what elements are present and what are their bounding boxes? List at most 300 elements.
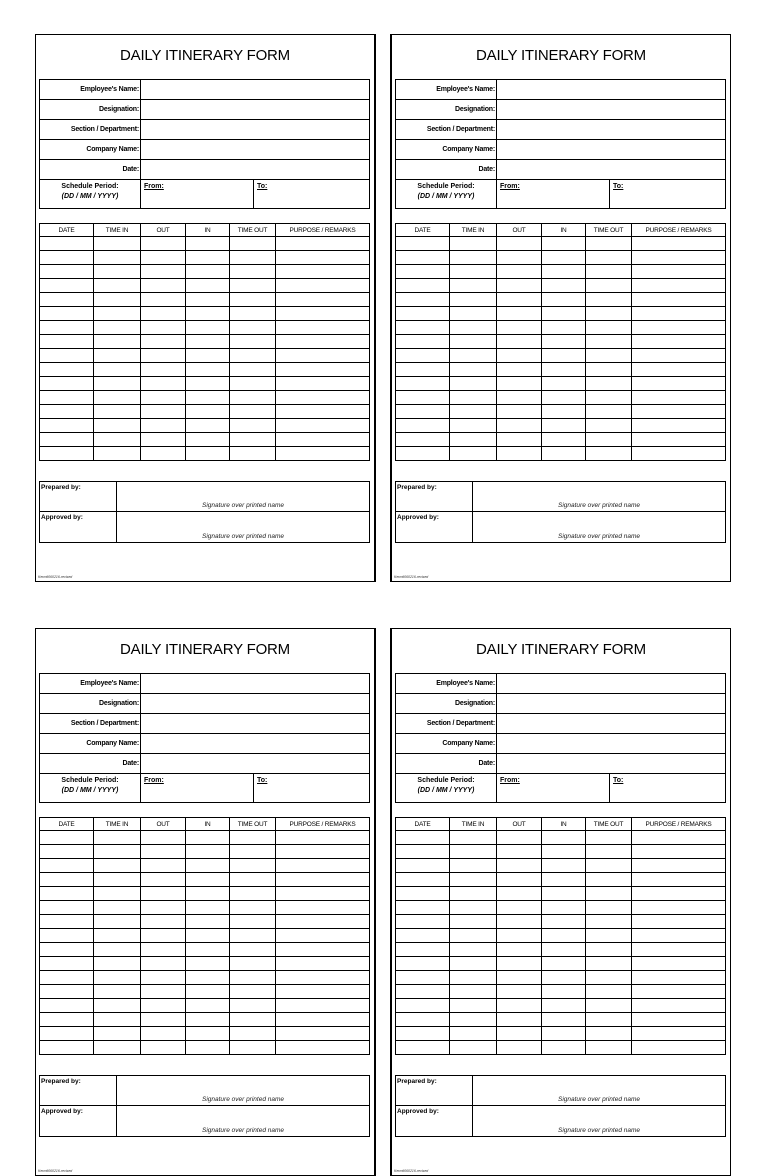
time-log-cell[interactable]: [497, 363, 542, 377]
time-log-cell[interactable]: [586, 957, 632, 971]
time-log-cell[interactable]: [141, 419, 186, 433]
time-log-cell[interactable]: [40, 335, 94, 349]
time-log-cell[interactable]: [497, 873, 542, 887]
time-log-cell[interactable]: [141, 999, 186, 1013]
time-log-cell[interactable]: [186, 405, 230, 419]
time-log-cell[interactable]: [542, 447, 586, 461]
time-log-cell[interactable]: [276, 915, 370, 929]
time-log-cell[interactable]: [497, 307, 542, 321]
time-log-cell[interactable]: [276, 321, 370, 335]
employee-name-field[interactable]: [497, 80, 726, 100]
time-log-cell[interactable]: [186, 433, 230, 447]
time-log-cell[interactable]: [632, 901, 726, 915]
time-log-cell[interactable]: [186, 363, 230, 377]
time-log-cell[interactable]: [450, 363, 497, 377]
time-log-cell[interactable]: [186, 251, 230, 265]
employee-name-field[interactable]: [497, 674, 726, 694]
time-log-cell[interactable]: [141, 929, 186, 943]
time-log-cell[interactable]: [542, 265, 586, 279]
time-log-cell[interactable]: [632, 349, 726, 363]
time-log-cell[interactable]: [497, 859, 542, 873]
time-log-cell[interactable]: [230, 321, 276, 335]
time-log-cell[interactable]: [632, 419, 726, 433]
time-log-cell[interactable]: [94, 831, 141, 845]
time-log-cell[interactable]: [586, 859, 632, 873]
time-log-cell[interactable]: [40, 957, 94, 971]
time-log-cell[interactable]: [632, 985, 726, 999]
time-log-cell[interactable]: [230, 251, 276, 265]
time-log-cell[interactable]: [40, 845, 94, 859]
time-log-cell[interactable]: [40, 321, 94, 335]
time-log-cell[interactable]: [276, 265, 370, 279]
time-log-cell[interactable]: [230, 349, 276, 363]
time-log-cell[interactable]: [94, 901, 141, 915]
time-log-cell[interactable]: [586, 391, 632, 405]
time-log-cell[interactable]: [542, 237, 586, 251]
time-log-cell[interactable]: [450, 433, 497, 447]
time-log-cell[interactable]: [632, 943, 726, 957]
time-log-cell[interactable]: [497, 985, 542, 999]
time-log-cell[interactable]: [396, 985, 450, 999]
time-log-cell[interactable]: [396, 237, 450, 251]
time-log-cell[interactable]: [230, 447, 276, 461]
time-log-cell[interactable]: [40, 447, 94, 461]
time-log-cell[interactable]: [497, 845, 542, 859]
time-log-cell[interactable]: [230, 307, 276, 321]
time-log-cell[interactable]: [94, 279, 141, 293]
time-log-cell[interactable]: [141, 859, 186, 873]
time-log-cell[interactable]: [141, 901, 186, 915]
approved-by-signature-field[interactable]: [117, 512, 370, 543]
time-log-cell[interactable]: [186, 845, 230, 859]
time-log-cell[interactable]: [632, 1013, 726, 1027]
time-log-cell[interactable]: [497, 419, 542, 433]
time-log-cell[interactable]: [396, 391, 450, 405]
time-log-cell[interactable]: [632, 971, 726, 985]
time-log-cell[interactable]: [230, 265, 276, 279]
time-log-cell[interactable]: [632, 433, 726, 447]
time-log-cell[interactable]: [497, 335, 542, 349]
time-log-cell[interactable]: [276, 985, 370, 999]
time-log-cell[interactable]: [276, 307, 370, 321]
time-log-cell[interactable]: [230, 957, 276, 971]
time-log-cell[interactable]: [450, 915, 497, 929]
time-log-cell[interactable]: [396, 943, 450, 957]
time-log-cell[interactable]: [396, 1013, 450, 1027]
time-log-cell[interactable]: [632, 293, 726, 307]
time-log-cell[interactable]: [542, 929, 586, 943]
time-log-cell[interactable]: [586, 985, 632, 999]
time-log-cell[interactable]: [276, 419, 370, 433]
time-log-cell[interactable]: [141, 237, 186, 251]
time-log-cell[interactable]: [586, 873, 632, 887]
time-log-cell[interactable]: [94, 929, 141, 943]
time-log-cell[interactable]: [230, 915, 276, 929]
time-log-cell[interactable]: [230, 845, 276, 859]
time-log-cell[interactable]: [40, 433, 94, 447]
time-log-cell[interactable]: [542, 1041, 586, 1055]
time-log-cell[interactable]: [94, 915, 141, 929]
time-log-cell[interactable]: [632, 873, 726, 887]
section-department-field[interactable]: [141, 714, 370, 734]
time-log-cell[interactable]: [230, 335, 276, 349]
time-log-cell[interactable]: [396, 293, 450, 307]
time-log-cell[interactable]: [141, 1027, 186, 1041]
time-log-cell[interactable]: [186, 887, 230, 901]
time-log-cell[interactable]: [450, 831, 497, 845]
company-name-field[interactable]: [141, 140, 370, 160]
time-log-cell[interactable]: [450, 1013, 497, 1027]
designation-field[interactable]: [141, 100, 370, 120]
time-log-cell[interactable]: [94, 985, 141, 999]
time-log-cell[interactable]: [450, 405, 497, 419]
time-log-cell[interactable]: [542, 433, 586, 447]
time-log-cell[interactable]: [94, 405, 141, 419]
time-log-cell[interactable]: [586, 845, 632, 859]
company-name-field[interactable]: [141, 734, 370, 754]
time-log-cell[interactable]: [450, 293, 497, 307]
time-log-cell[interactable]: [276, 433, 370, 447]
time-log-cell[interactable]: [40, 971, 94, 985]
time-log-cell[interactable]: [141, 251, 186, 265]
time-log-cell[interactable]: [450, 957, 497, 971]
time-log-cell[interactable]: [276, 251, 370, 265]
time-log-cell[interactable]: [141, 335, 186, 349]
time-log-cell[interactable]: [632, 845, 726, 859]
time-log-cell[interactable]: [40, 915, 94, 929]
time-log-cell[interactable]: [497, 251, 542, 265]
time-log-cell[interactable]: [94, 349, 141, 363]
time-log-cell[interactable]: [396, 873, 450, 887]
time-log-cell[interactable]: [450, 321, 497, 335]
time-log-cell[interactable]: [141, 831, 186, 845]
approved-by-signature-field[interactable]: [473, 1106, 726, 1137]
time-log-cell[interactable]: [276, 873, 370, 887]
time-log-cell[interactable]: [186, 321, 230, 335]
time-log-cell[interactable]: [40, 419, 94, 433]
time-log-cell[interactable]: [586, 433, 632, 447]
time-log-cell[interactable]: [586, 321, 632, 335]
time-log-cell[interactable]: [396, 377, 450, 391]
prepared-by-signature-field[interactable]: [473, 482, 726, 512]
time-log-cell[interactable]: [40, 349, 94, 363]
time-log-cell[interactable]: [586, 831, 632, 845]
time-log-cell[interactable]: [276, 971, 370, 985]
time-log-cell[interactable]: [40, 873, 94, 887]
time-log-cell[interactable]: [141, 943, 186, 957]
time-log-cell[interactable]: [450, 279, 497, 293]
schedule-to-field[interactable]: [610, 180, 726, 209]
time-log-cell[interactable]: [40, 279, 94, 293]
time-log-cell[interactable]: [542, 335, 586, 349]
time-log-cell[interactable]: [586, 335, 632, 349]
time-log-cell[interactable]: [186, 943, 230, 957]
time-log-cell[interactable]: [450, 237, 497, 251]
time-log-cell[interactable]: [632, 887, 726, 901]
time-log-cell[interactable]: [586, 901, 632, 915]
time-log-cell[interactable]: [450, 335, 497, 349]
time-log-cell[interactable]: [186, 237, 230, 251]
time-log-cell[interactable]: [230, 293, 276, 307]
time-log-cell[interactable]: [40, 293, 94, 307]
prepared-by-signature-field[interactable]: [117, 482, 370, 512]
time-log-cell[interactable]: [141, 971, 186, 985]
time-log-cell[interactable]: [276, 1013, 370, 1027]
time-log-cell[interactable]: [586, 419, 632, 433]
time-log-cell[interactable]: [450, 929, 497, 943]
time-log-cell[interactable]: [276, 335, 370, 349]
time-log-cell[interactable]: [230, 419, 276, 433]
time-log-cell[interactable]: [450, 999, 497, 1013]
time-log-cell[interactable]: [141, 363, 186, 377]
time-log-cell[interactable]: [542, 377, 586, 391]
time-log-cell[interactable]: [542, 985, 586, 999]
time-log-cell[interactable]: [450, 1027, 497, 1041]
time-log-cell[interactable]: [542, 279, 586, 293]
section-department-field[interactable]: [141, 120, 370, 140]
time-log-cell[interactable]: [542, 859, 586, 873]
time-log-cell[interactable]: [586, 971, 632, 985]
time-log-cell[interactable]: [542, 901, 586, 915]
time-log-cell[interactable]: [497, 293, 542, 307]
time-log-cell[interactable]: [586, 405, 632, 419]
time-log-cell[interactable]: [542, 957, 586, 971]
time-log-cell[interactable]: [40, 859, 94, 873]
time-log-cell[interactable]: [276, 237, 370, 251]
time-log-cell[interactable]: [450, 419, 497, 433]
time-log-cell[interactable]: [230, 873, 276, 887]
time-log-cell[interactable]: [94, 391, 141, 405]
time-log-cell[interactable]: [230, 831, 276, 845]
time-log-cell[interactable]: [497, 1027, 542, 1041]
time-log-cell[interactable]: [141, 915, 186, 929]
time-log-cell[interactable]: [396, 433, 450, 447]
time-log-cell[interactable]: [497, 279, 542, 293]
time-log-cell[interactable]: [450, 859, 497, 873]
date-field[interactable]: [141, 754, 370, 774]
time-log-cell[interactable]: [632, 859, 726, 873]
time-log-cell[interactable]: [276, 929, 370, 943]
time-log-cell[interactable]: [396, 419, 450, 433]
time-log-cell[interactable]: [40, 831, 94, 845]
time-log-cell[interactable]: [230, 377, 276, 391]
time-log-cell[interactable]: [186, 999, 230, 1013]
time-log-cell[interactable]: [632, 447, 726, 461]
time-log-cell[interactable]: [276, 293, 370, 307]
time-log-cell[interactable]: [94, 1041, 141, 1055]
time-log-cell[interactable]: [186, 293, 230, 307]
time-log-cell[interactable]: [141, 307, 186, 321]
time-log-cell[interactable]: [276, 377, 370, 391]
time-log-cell[interactable]: [94, 321, 141, 335]
time-log-cell[interactable]: [396, 887, 450, 901]
time-log-cell[interactable]: [632, 265, 726, 279]
time-log-cell[interactable]: [94, 1013, 141, 1027]
time-log-cell[interactable]: [586, 265, 632, 279]
time-log-cell[interactable]: [586, 943, 632, 957]
time-log-cell[interactable]: [632, 831, 726, 845]
section-department-field[interactable]: [497, 714, 726, 734]
time-log-cell[interactable]: [450, 901, 497, 915]
time-log-cell[interactable]: [186, 1041, 230, 1055]
time-log-cell[interactable]: [186, 335, 230, 349]
time-log-cell[interactable]: [94, 887, 141, 901]
time-log-cell[interactable]: [40, 887, 94, 901]
time-log-cell[interactable]: [450, 887, 497, 901]
time-log-cell[interactable]: [186, 971, 230, 985]
time-log-cell[interactable]: [586, 929, 632, 943]
time-log-cell[interactable]: [141, 349, 186, 363]
time-log-cell[interactable]: [497, 377, 542, 391]
time-log-cell[interactable]: [632, 915, 726, 929]
time-log-cell[interactable]: [396, 251, 450, 265]
time-log-cell[interactable]: [94, 447, 141, 461]
time-log-cell[interactable]: [186, 873, 230, 887]
time-log-cell[interactable]: [276, 859, 370, 873]
time-log-cell[interactable]: [186, 901, 230, 915]
time-log-cell[interactable]: [186, 985, 230, 999]
time-log-cell[interactable]: [450, 985, 497, 999]
time-log-cell[interactable]: [230, 929, 276, 943]
time-log-cell[interactable]: [497, 321, 542, 335]
time-log-cell[interactable]: [396, 859, 450, 873]
time-log-cell[interactable]: [94, 251, 141, 265]
time-log-cell[interactable]: [497, 901, 542, 915]
time-log-cell[interactable]: [396, 999, 450, 1013]
time-log-cell[interactable]: [276, 279, 370, 293]
time-log-cell[interactable]: [40, 901, 94, 915]
time-log-cell[interactable]: [450, 307, 497, 321]
schedule-from-field[interactable]: [497, 180, 610, 209]
time-log-cell[interactable]: [276, 831, 370, 845]
prepared-by-signature-field[interactable]: [117, 1076, 370, 1106]
time-log-cell[interactable]: [40, 307, 94, 321]
time-log-cell[interactable]: [186, 349, 230, 363]
time-log-cell[interactable]: [632, 957, 726, 971]
time-log-cell[interactable]: [141, 1041, 186, 1055]
time-log-cell[interactable]: [40, 405, 94, 419]
time-log-cell[interactable]: [632, 1041, 726, 1055]
time-log-cell[interactable]: [586, 1041, 632, 1055]
time-log-cell[interactable]: [586, 307, 632, 321]
time-log-cell[interactable]: [94, 265, 141, 279]
time-log-cell[interactable]: [586, 447, 632, 461]
time-log-cell[interactable]: [40, 251, 94, 265]
time-log-cell[interactable]: [542, 363, 586, 377]
time-log-cell[interactable]: [94, 943, 141, 957]
time-log-cell[interactable]: [40, 985, 94, 999]
time-log-cell[interactable]: [632, 391, 726, 405]
time-log-cell[interactable]: [396, 901, 450, 915]
time-log-cell[interactable]: [230, 1013, 276, 1027]
time-log-cell[interactable]: [542, 873, 586, 887]
time-log-cell[interactable]: [396, 447, 450, 461]
company-name-field[interactable]: [497, 140, 726, 160]
time-log-cell[interactable]: [450, 349, 497, 363]
time-log-cell[interactable]: [396, 831, 450, 845]
time-log-cell[interactable]: [186, 859, 230, 873]
time-log-cell[interactable]: [94, 335, 141, 349]
time-log-cell[interactable]: [396, 279, 450, 293]
time-log-cell[interactable]: [542, 845, 586, 859]
time-log-cell[interactable]: [141, 405, 186, 419]
time-log-cell[interactable]: [396, 349, 450, 363]
time-log-cell[interactable]: [186, 391, 230, 405]
time-log-cell[interactable]: [230, 405, 276, 419]
time-log-cell[interactable]: [542, 999, 586, 1013]
time-log-cell[interactable]: [40, 1041, 94, 1055]
time-log-cell[interactable]: [186, 265, 230, 279]
time-log-cell[interactable]: [396, 265, 450, 279]
company-name-field[interactable]: [497, 734, 726, 754]
date-field[interactable]: [497, 160, 726, 180]
time-log-cell[interactable]: [497, 971, 542, 985]
time-log-cell[interactable]: [186, 831, 230, 845]
time-log-cell[interactable]: [186, 279, 230, 293]
time-log-cell[interactable]: [276, 999, 370, 1013]
time-log-cell[interactable]: [94, 307, 141, 321]
time-log-cell[interactable]: [141, 957, 186, 971]
time-log-cell[interactable]: [141, 985, 186, 999]
time-log-cell[interactable]: [396, 335, 450, 349]
time-log-cell[interactable]: [450, 447, 497, 461]
time-log-cell[interactable]: [94, 377, 141, 391]
time-log-cell[interactable]: [396, 957, 450, 971]
time-log-cell[interactable]: [276, 957, 370, 971]
time-log-cell[interactable]: [586, 251, 632, 265]
time-log-cell[interactable]: [94, 237, 141, 251]
time-log-cell[interactable]: [141, 1013, 186, 1027]
time-log-cell[interactable]: [186, 957, 230, 971]
employee-name-field[interactable]: [141, 674, 370, 694]
time-log-cell[interactable]: [497, 831, 542, 845]
time-log-cell[interactable]: [186, 1013, 230, 1027]
time-log-cell[interactable]: [40, 377, 94, 391]
schedule-to-field[interactable]: [254, 180, 370, 209]
time-log-cell[interactable]: [276, 943, 370, 957]
time-log-cell[interactable]: [141, 391, 186, 405]
time-log-cell[interactable]: [141, 321, 186, 335]
time-log-cell[interactable]: [632, 929, 726, 943]
time-log-cell[interactable]: [94, 1027, 141, 1041]
time-log-cell[interactable]: [40, 363, 94, 377]
time-log-cell[interactable]: [141, 887, 186, 901]
date-field[interactable]: [497, 754, 726, 774]
time-log-cell[interactable]: [542, 293, 586, 307]
time-log-cell[interactable]: [230, 237, 276, 251]
time-log-cell[interactable]: [396, 971, 450, 985]
date-field[interactable]: [141, 160, 370, 180]
time-log-cell[interactable]: [450, 377, 497, 391]
time-log-cell[interactable]: [276, 887, 370, 901]
time-log-cell[interactable]: [632, 363, 726, 377]
time-log-cell[interactable]: [276, 405, 370, 419]
time-log-cell[interactable]: [450, 845, 497, 859]
time-log-cell[interactable]: [450, 943, 497, 957]
time-log-cell[interactable]: [276, 363, 370, 377]
time-log-cell[interactable]: [542, 349, 586, 363]
time-log-cell[interactable]: [186, 377, 230, 391]
time-log-cell[interactable]: [230, 1041, 276, 1055]
time-log-cell[interactable]: [276, 1027, 370, 1041]
time-log-cell[interactable]: [40, 391, 94, 405]
time-log-cell[interactable]: [450, 873, 497, 887]
time-log-cell[interactable]: [586, 1013, 632, 1027]
time-log-cell[interactable]: [542, 971, 586, 985]
time-log-cell[interactable]: [497, 1041, 542, 1055]
time-log-cell[interactable]: [186, 915, 230, 929]
time-log-cell[interactable]: [230, 985, 276, 999]
